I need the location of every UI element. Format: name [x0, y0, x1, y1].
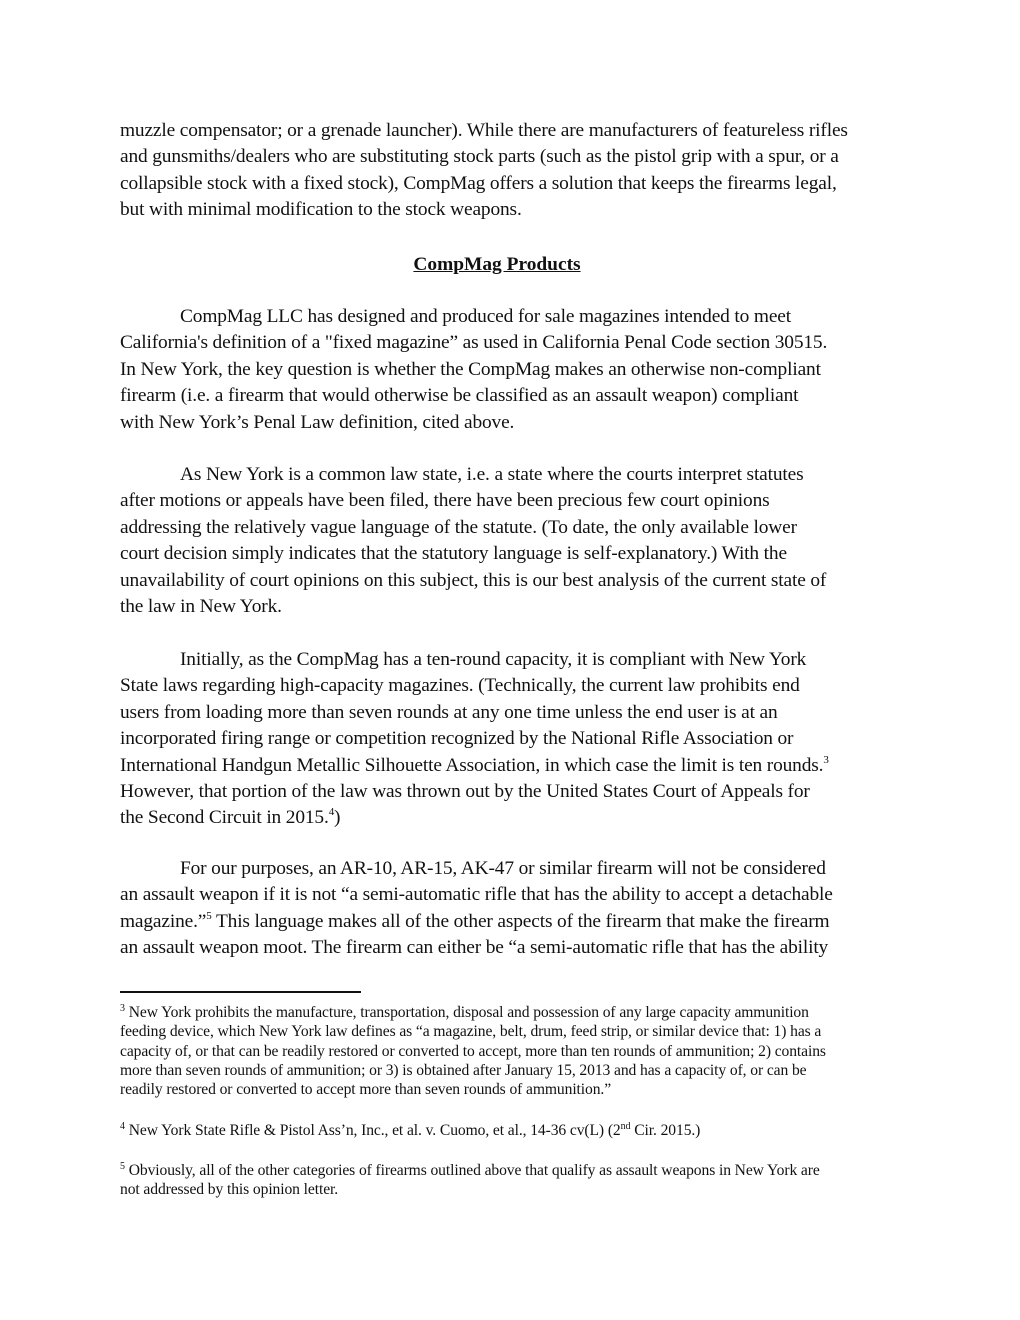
- paragraph-line-text: the Second Circuit in 2015.: [120, 807, 329, 829]
- paragraph-line: However, that portion of the law was thrown out by the United States Court of Appeals for: [120, 780, 810, 802]
- intro-line: muzzle compensator; or a grenade launcher). While there are manufacturers of featureless rifles: [120, 120, 848, 141]
- paragraph-line: court decision simply indicates that the statutory language is self-explanatory.) With the: [120, 543, 787, 565]
- footnote-reference-4[interactable]: 4: [328, 806, 335, 819]
- paragraph-line-with-footnote: [120, 805, 910, 831]
- section-heading: CompMag Products: [413, 254, 581, 275]
- paragraph-line: For our purposes, an AR-10, AR-15, AK-47 or similar firearm will not be considered: [180, 858, 826, 879]
- footnote-number: 5: [120, 1161, 125, 1172]
- footnote-5: [120, 1161, 910, 1200]
- paragraph-line: Initially, as the CompMag has a ten-round capacity, it is compliant with New York: [180, 649, 807, 670]
- paragraph-line: after motions or appeals have been filed, there have been precious few court opinions: [120, 490, 770, 512]
- footnote-text: Cir. 2015.): [630, 1122, 701, 1139]
- footnote-reference-3[interactable]: 3: [823, 753, 829, 766]
- footnote-line: [120, 1161, 910, 1180]
- footnote-line: capacity of, or that can be readily restored or converted to accept, more than ten rounds of ammunition; 2) contains: [120, 1042, 826, 1060]
- paragraph-line: an assault weapon if it is not “a semi-automatic rifle that has the ability to accept a detachable: [120, 884, 833, 906]
- paragraph-line: State laws regarding high-capacity magazines. (Technically, the current law prohibits end: [120, 675, 800, 697]
- paragraph-line-with-footnote: [120, 909, 910, 935]
- footnote-line: readily restored or converted to accept more than seven rounds of ammunition.”: [120, 1081, 612, 1099]
- paragraph-common-law: [120, 462, 910, 620]
- paragraph-line: an assault weapon moot. The firearm can either be “a semi-automatic rifle that has the ability: [120, 937, 829, 959]
- ordinal-suffix: nd: [620, 1121, 631, 1132]
- paragraph-line: addressing the relatively vague language of the statute. (To date, the only available lower: [120, 516, 797, 538]
- footnote-line: not addressed by this opinion letter.: [120, 1181, 339, 1199]
- footnote-3: [120, 1003, 910, 1099]
- footnote-line: feeding device, which New York law defines as “a magazine, belt, drum, feed strip, or similar device that: 1) has a: [120, 1023, 822, 1041]
- intro-line: and gunsmiths/dealers who are substituting stock parts (such as the pistol grip with a spur, or a: [120, 146, 839, 168]
- paragraph-line: with New York’s Penal Law definition, cited above.: [120, 411, 515, 433]
- paragraph-line-text: International Handgun Metallic Silhouette Association, in which case the limit is ten rounds.: [120, 754, 824, 776]
- paragraph-line: In New York, the key question is whether the CompMag makes an otherwise non-compliant: [120, 358, 821, 380]
- intro-line: but with minimal modification to the stock weapons.: [120, 199, 522, 221]
- footnote-number: 4: [120, 1121, 125, 1132]
- paragraph-line-with-footnote: [120, 753, 910, 779]
- footnote-separator: [120, 991, 361, 993]
- intro-line: collapsible stock with a fixed stock), CompMag offers a solution that keeps the firearms legal,: [120, 172, 837, 194]
- footnote-text: New York prohibits the manufacture, transportation, disposal and possession of any large capacity ammunition: [128, 1004, 809, 1021]
- paragraph-line-tail: ): [334, 807, 341, 829]
- paragraph-purposes: [120, 856, 910, 962]
- paragraph-line: users from loading more than seven rounds at any one time unless the end user is at an: [120, 701, 778, 723]
- intro-paragraph: [120, 118, 910, 224]
- paragraph-line: unavailability of court opinions on this subject, this is our best analysis of the current state of: [120, 569, 827, 591]
- footnote-number: 3: [120, 1003, 125, 1014]
- paragraph-line: As New York is a common law state, i.e. a state where the courts interpret statutes: [180, 464, 804, 485]
- footnote-line: [120, 1003, 910, 1022]
- paragraph-capacity: [120, 647, 910, 832]
- paragraph-line-tail: This language makes all of the other aspects of the firearm that make the firearm: [211, 910, 830, 932]
- footnote-4: [120, 1121, 910, 1140]
- footnote-reference-5[interactable]: 5: [206, 909, 212, 922]
- paragraph-line: firearm (i.e. a firearm that would otherwise be classified as an assault weapon) compliant: [120, 385, 799, 407]
- footnote-text: Obviously, all of the other categories of firearms outlined above that qualify as assault weapons in New York are: [128, 1162, 820, 1179]
- footnote-line: [120, 1121, 910, 1140]
- paragraph-line: the law in New York.: [120, 595, 282, 617]
- paragraph-line: incorporated firing range or competition recognized by the National Rifle Association or: [120, 728, 794, 750]
- paragraph-line: CompMag LLC has designed and produced for sale magazines intended to meet: [180, 306, 791, 327]
- paragraph-line-text: magazine.”: [120, 910, 207, 932]
- paragraph-line: California's definition of a "fixed magazine” as used in California Penal Code section 30515.: [120, 332, 828, 354]
- footnote-line: more than seven rounds of ammunition; or 3) is obtained after January 15, 2013 and has a capacity of, or can be: [120, 1061, 807, 1079]
- paragraph-compmag-products: [120, 304, 910, 436]
- footnote-text: New York State Rifle & Pistol Ass’n, Inc., et al. v. Cuomo, et al., 14-36 cv(L) (2: [128, 1122, 621, 1139]
